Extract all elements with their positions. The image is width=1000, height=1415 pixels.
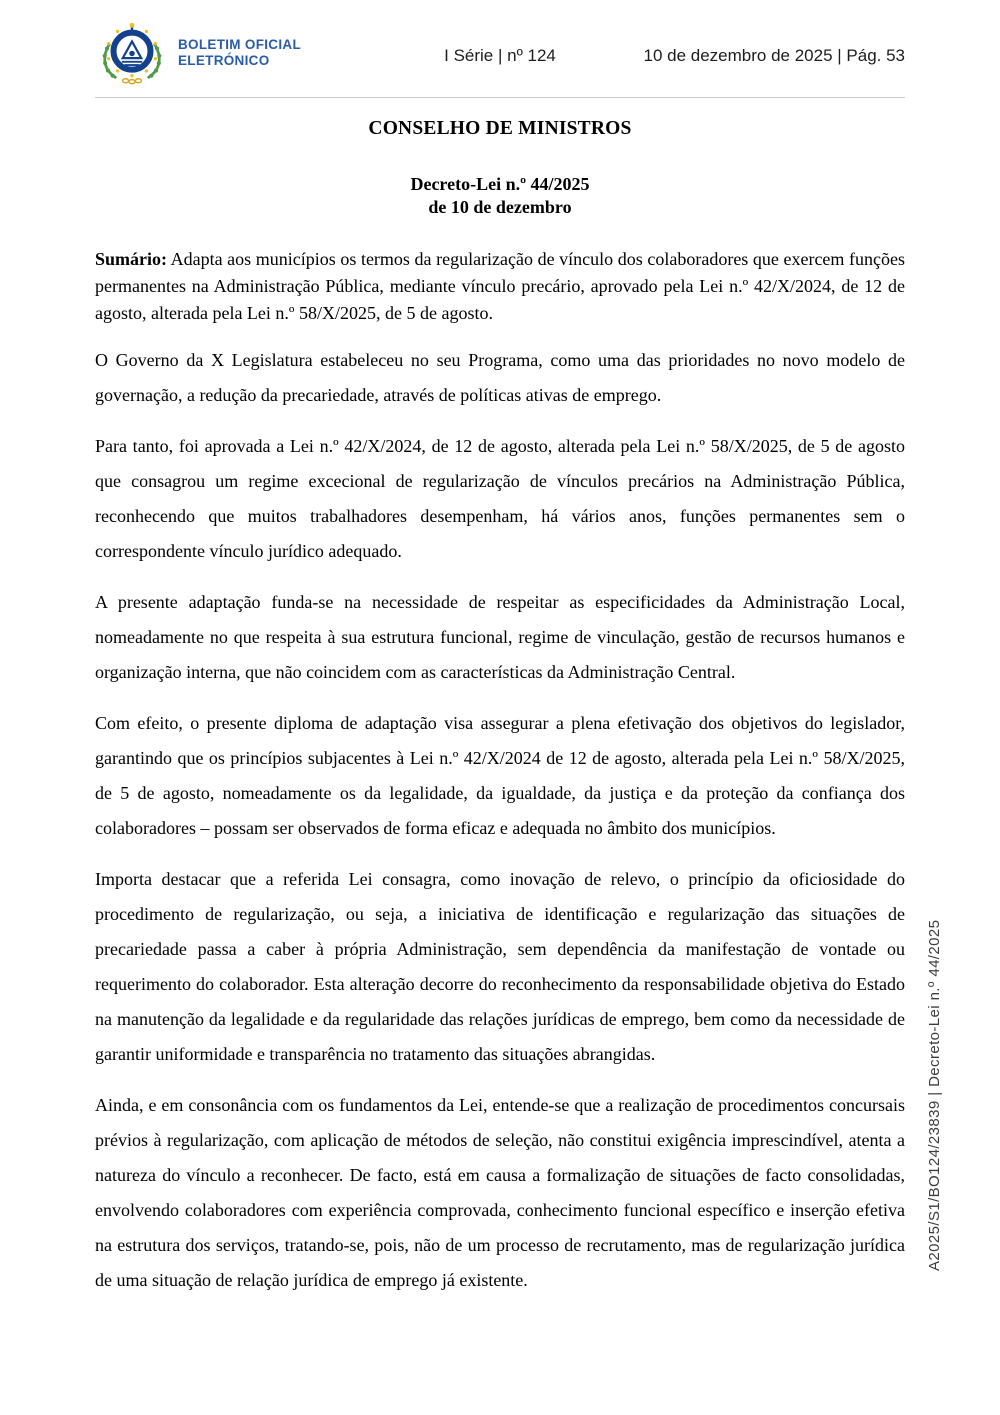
body-paragraph: Importa destacar que a referida Lei consagra, como inovação de relevo, o princípio da oficiosidade do procedimento de regularização, ou seja, a iniciativa de identificação e regularização das situações de precariedade passa a caber à própria Administração, sem dependência da manifestação de vontade ou requerimento do colaborador. Esta alteração decorre do reconhecimento da responsabilidade objetiva do Estado na manutenção da legalidade e da regularidade das relações jurídicas de emprego, bem como da necessidade de garantir uniformidade e transparência no tratamento das situações abrangidas. — [95, 868, 905, 1064]
logo-wordmark — [178, 37, 301, 69]
body-paragraph: Ainda, e em consonância com os fundamentos da Lei, entende-se que a realização de procedimentos concursais prévios à regularização, com aplicação de métodos de seleção, não constitui exigência imprescindível, atenta a natureza do vínculo a reconhecer. De facto, está em causa a formalização de situações de facto consolidadas, envolvendo colaboradores com experiência comprovada, conhecimento funcional específico e inserção efetiva na estrutura dos serviços, tratando-se, pois, não de um processo de recrutamento, mas de regularização jurídica de uma situação de relação jurídica de emprego já existente. — [95, 1094, 905, 1290]
organ-title: CONSELHO DE MINISTROS — [368, 118, 632, 139]
sidebar-document-reference: A2025/S1/BO124/23839 | Decreto-Lei n.º 44/2025 — [926, 919, 943, 1271]
document-body — [95, 110, 905, 1298]
page-header — [95, 16, 905, 92]
header-divider — [95, 97, 905, 98]
decree-title — [95, 173, 905, 220]
header-date-page: 10 de dezembro de 2025 | Pág. 53 — [643, 46, 905, 65]
summary-paragraph — [95, 246, 905, 327]
summary-label: Sumário: — [95, 248, 167, 269]
body-paragraph: Para tanto, foi aprovada a Lei n.º 42/X/2024, de 12 de agosto, alterada pela Lei n.º 58/X/2025, de 5 de agosto que consagrou um regime excecional de regularização de vínculos precários na Administração Pública, reconhecendo que muitos trabalhadores desempenham, há vários anos, funções permanentes sem o correspondente vínculo jurídico adequado. — [95, 435, 905, 561]
body-paragraph: Com efeito, o presente diploma de adaptação visa assegurar a plena efetivação dos objetivos do legislador, garantindo que os princípios subjacentes à Lei n.º 42/X/2024 de 12 de agosto, alterada pela Lei n.º 58/X/2025, de 5 de agosto, nomeadamente os da legalidade, da igualdade, da justiça e da proteção da confiança dos colaboradores – possam ser observados de forma eficaz e adequada no âmbito dos municípios. — [95, 712, 905, 838]
header-series-number: I Série | nº 124 — [444, 46, 556, 65]
body-paragraph: O Governo da X Legislatura estabeleceu no seu Programa, como uma das prioridades no novo modelo de governação, a redução da precariedade, através de políticas ativas de emprego. — [95, 349, 905, 405]
logo-line2: ELETRÓNICO — [178, 53, 270, 68]
body-paragraph: A presente adaptação funda-se na necessidade de respeitar as especificidades da Administração Local, nomeadamente no que respeita à sua estrutura funcional, regime de vinculação, gestão de recursos humanos e organização interna, que não coincidem com as características da Administração Central. — [95, 591, 905, 682]
decree-date: de 10 de dezembro — [428, 197, 572, 218]
boletim-oficial-logo — [95, 16, 301, 90]
cape-verde-emblem-icon — [95, 16, 169, 90]
summary-text: Adapta aos municípios os termos da regularização de vínculo dos colaboradores que exercem funções permanentes na Administração Pública, mediante vínculo precário, aprovado pela Lei n.º 42/X/2024, de 12 de agosto, alterada pela Lei n.º 58/X/2025, de 5 de agosto. — [95, 248, 905, 323]
logo-line1: BOLETIM OFICIAL — [178, 37, 301, 53]
decree-number: Decreto-Lei n.º 44/2025 — [410, 174, 590, 194]
